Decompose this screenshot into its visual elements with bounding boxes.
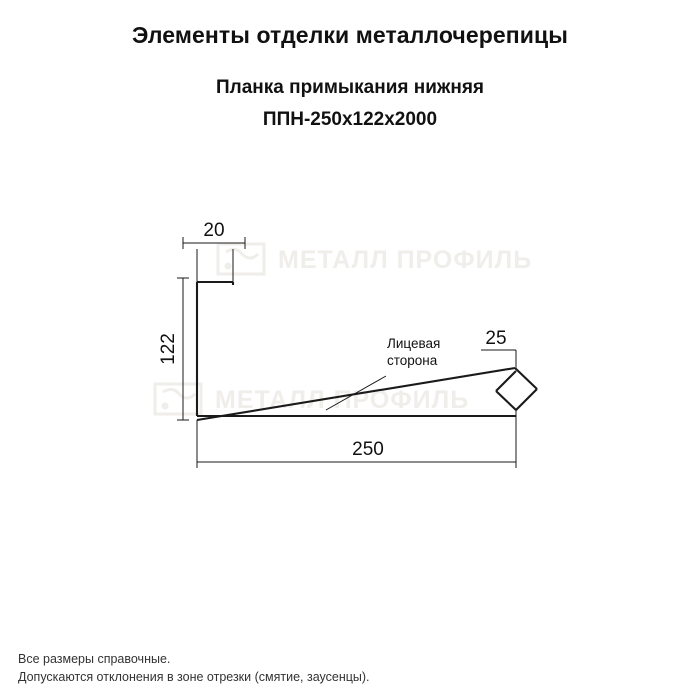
page-title: Элементы отделки металлочерепицы [131,22,568,48]
dimension-bottom-width-label: 250 [352,439,384,460]
technical-drawing [0,165,700,565]
watermark-bottom [155,384,469,414]
annotation-face-side-line1: Лицевая [387,336,441,351]
dimension-right-flange-label: 25 [485,328,507,349]
title-block [0,0,700,131]
annotation-face-side-line2: сторона [387,353,438,368]
product-code: ППН-250х122х2000 [262,109,438,130]
footer-note-2: Допускаются отклонения в зоне отрезки (смятие, заусенцы). [18,669,370,684]
dimension-right-flange [481,350,516,368]
watermark-bottom-text: МЕТАЛЛ ПРОФИЛЬ [215,386,470,414]
watermark-top-text: МЕТАЛЛ ПРОФИЛЬ [278,246,533,274]
footer-note-1: Все размеры справочные. [18,651,171,666]
drawing-svg [0,165,700,565]
product-name: Планка примыкания нижняя [215,77,485,98]
dimension-left-height-label: 122 [158,333,179,365]
dimension-top-width-label: 20 [203,220,225,241]
watermark-top [218,244,532,274]
footer-notes [18,650,370,686]
